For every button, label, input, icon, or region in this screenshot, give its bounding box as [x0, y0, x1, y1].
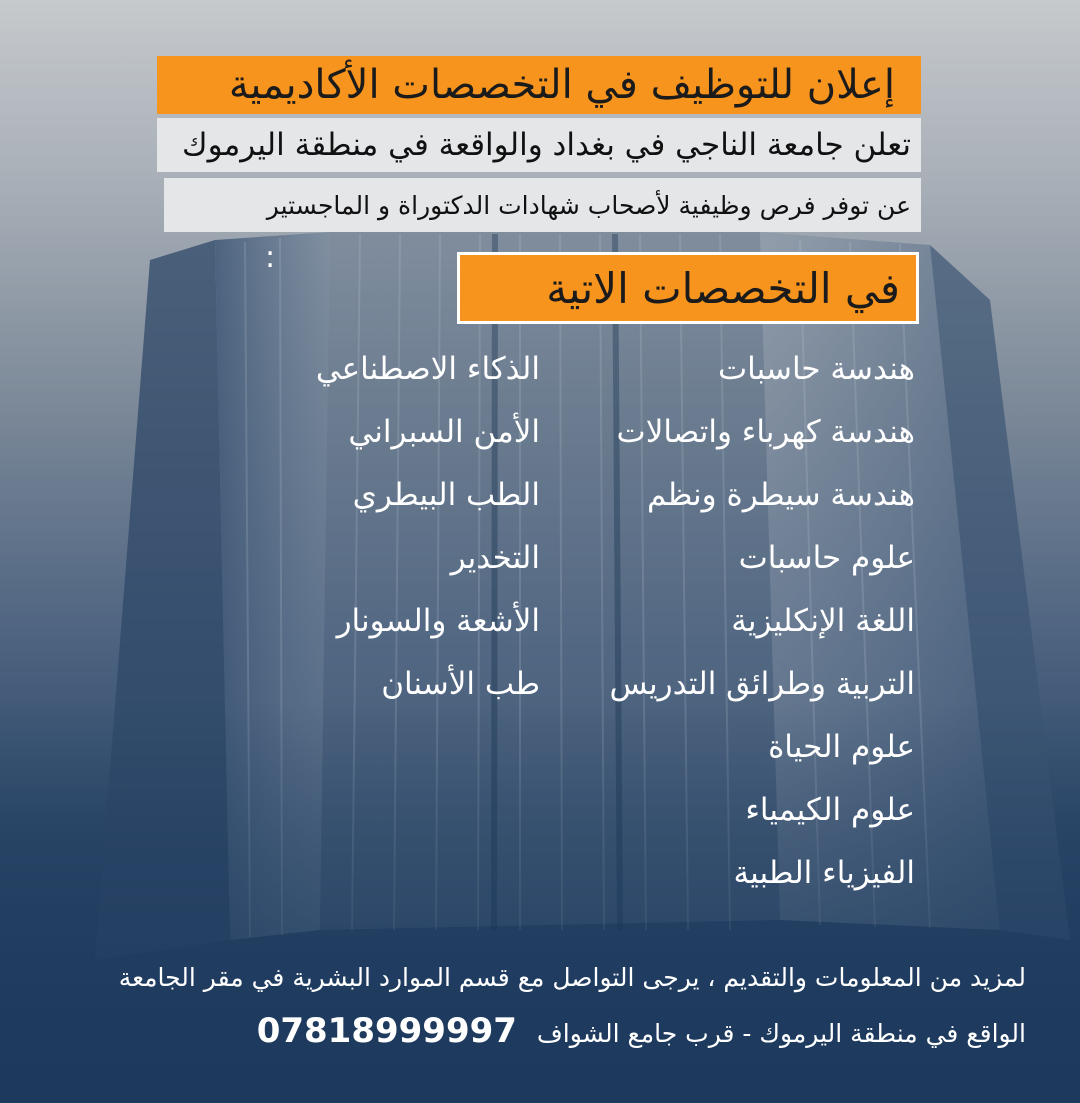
intro-line-2: عن توفر فرص وظيفية لأصحاب شهادات الدكتوراة و الماجستير: [266, 190, 911, 220]
contact-info-line-1: لمزيد من المعلومات والتقديم ، يرجى التواصل مع قسم الموارد البشرية في مقر الجامعة: [118, 963, 1026, 992]
list-item: هندسة كهرباء واتصالات: [616, 414, 915, 450]
title-banner: [157, 56, 921, 114]
intro-strip-1: [157, 118, 921, 172]
specialties-list-right: [555, 340, 915, 907]
list-item: الذكاء الاصطناعي: [315, 351, 540, 387]
list-item: طب الأسنان: [381, 666, 540, 702]
list-item: علوم حاسبات: [738, 540, 915, 576]
list-item: الأمن السبراني: [348, 414, 540, 450]
intro-strip-2: [164, 178, 921, 232]
list-item: التربية وطرائق التدريس: [609, 666, 915, 702]
list-item: علوم الحياة: [768, 729, 915, 765]
list-item: التخدير: [450, 540, 540, 576]
list-item: اللغة الإنكليزية: [731, 603, 915, 639]
page-title: إعلان للتوظيف في التخصصات الأكاديمية: [228, 62, 895, 108]
specialties-list-left: [240, 340, 540, 718]
list-item: الطب البيطري: [352, 477, 540, 513]
list-item: الأشعة والسونار: [336, 603, 540, 639]
specialties-heading-box: [457, 252, 919, 324]
list-item: هندسة حاسبات: [718, 351, 915, 387]
list-marker-colon: :: [264, 240, 276, 275]
contact-info-line-2: [36, 1006, 1026, 1056]
list-item: الفيزياء الطبية: [733, 855, 915, 891]
list-item: هندسة سيطرة ونظم: [646, 477, 915, 513]
intro-line-1: تعلن جامعة الناجي في بغداد والواقعة في منطقة اليرموك: [182, 127, 911, 163]
address-text: الواقع في منطقة اليرموك - قرب جامع الشواف: [536, 1019, 1026, 1048]
list-item: علوم الكيمياء: [745, 792, 915, 828]
specialties-heading: في التخصصات الاتية: [546, 263, 900, 313]
phone-number: 07818999997: [256, 1011, 517, 1051]
